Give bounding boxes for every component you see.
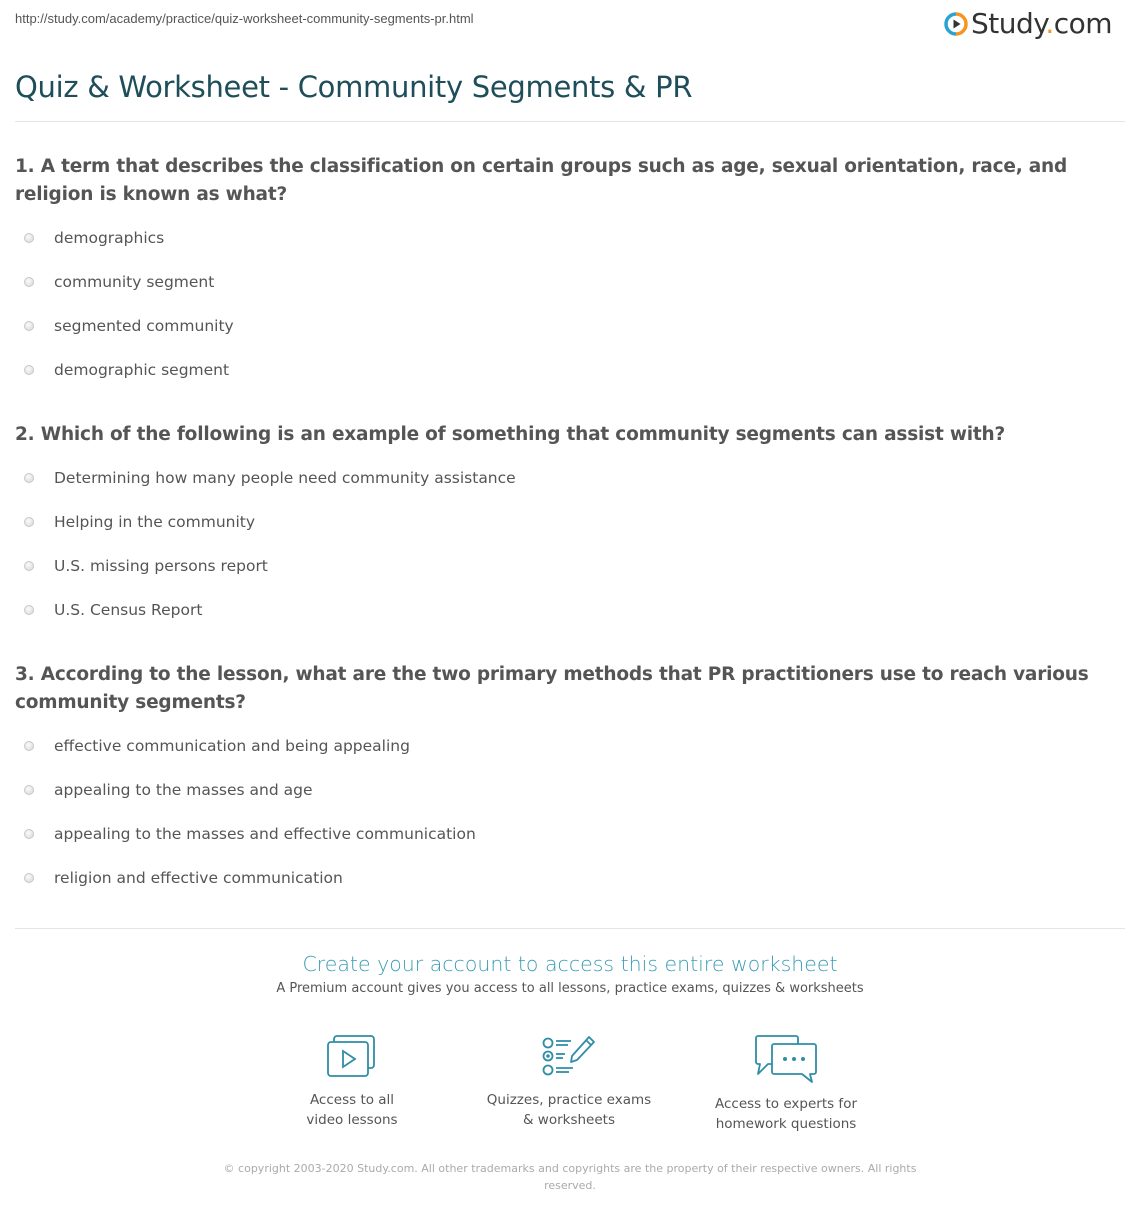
- quiz-checklist-icon: [541, 1034, 597, 1080]
- radio-button[interactable]: [24, 277, 34, 287]
- cta-subtitle: A Premium account gives you access to all lessons, practice exams, quizzes & worksheets: [276, 981, 864, 996]
- page-url: http://study.com/academy/practice/quiz-worksheet-community-segments-pr.html: [15, 11, 474, 26]
- feature-experts: [676, 1034, 896, 1134]
- option-label: segmented community: [54, 317, 234, 335]
- divider: [15, 928, 1125, 929]
- study-logo[interactable]: [944, 8, 1112, 40]
- logo-text: Study.com: [971, 7, 1113, 40]
- answer-option[interactable]: [15, 768, 1120, 812]
- copyright-line: © copyright 2003-2020 Study.com. All other trademarks and copyrights are the property of their respective owners. All rights: [223, 1162, 917, 1175]
- copyright-footer: [210, 1160, 930, 1194]
- page-title: Quiz & Worksheet - Community Segments & PR: [15, 70, 693, 104]
- question-1: [15, 153, 1120, 392]
- divider: [15, 121, 1125, 122]
- radio-button[interactable]: [24, 741, 34, 751]
- answer-option[interactable]: [15, 500, 1120, 544]
- cta-title[interactable]: Create your account to access this entire worksheet: [302, 952, 838, 976]
- answer-option[interactable]: [15, 812, 1120, 856]
- answer-option[interactable]: [15, 304, 1120, 348]
- radio-button[interactable]: [24, 785, 34, 795]
- feature-label: Access to all video lessons: [306, 1092, 398, 1128]
- radio-button[interactable]: [24, 365, 34, 375]
- option-label: appealing to the masses and effective communication: [54, 825, 476, 843]
- feature-label: Quizzes, practice exams & worksheets: [486, 1092, 652, 1128]
- video-lessons-icon: [326, 1034, 378, 1080]
- option-label: U.S. Census Report: [54, 601, 203, 619]
- radio-button[interactable]: [24, 605, 34, 615]
- answer-option[interactable]: [15, 216, 1120, 260]
- option-label: religion and effective communication: [54, 869, 343, 887]
- answer-option[interactable]: [15, 856, 1120, 900]
- signup-cta: [0, 952, 1140, 996]
- question-text: 3. According to the lesson, what are the two primary methods that PR practitioners use to reach various community segments?: [15, 664, 1089, 713]
- option-label: Helping in the community: [54, 513, 256, 531]
- answer-option[interactable]: [15, 724, 1120, 768]
- copyright-line: reserved.: [544, 1179, 596, 1192]
- feature-quizzes: [459, 1034, 679, 1130]
- answer-option[interactable]: [15, 588, 1120, 632]
- answer-option[interactable]: [15, 456, 1120, 500]
- question-text: 1. A term that describes the classification on certain groups such as age, sexual orientation, race, and religion is known as what?: [15, 156, 1068, 205]
- radio-button[interactable]: [24, 321, 34, 331]
- chat-bubbles-icon: [754, 1034, 818, 1084]
- feature-label: Access to experts for homework questions: [714, 1096, 857, 1132]
- radio-button[interactable]: [24, 561, 34, 571]
- answer-option[interactable]: [15, 544, 1120, 588]
- option-label: demographic segment: [54, 361, 230, 379]
- option-label: U.S. missing persons report: [54, 557, 268, 575]
- question-2: [15, 421, 1120, 632]
- radio-button[interactable]: [24, 829, 34, 839]
- option-label: community segment: [54, 273, 215, 291]
- radio-button[interactable]: [24, 233, 34, 243]
- option-label: demographics: [54, 229, 165, 247]
- option-label: effective communication and being appealing: [54, 737, 410, 755]
- answer-option[interactable]: [15, 260, 1120, 304]
- question-text: 2. Which of the following is an example of something that community segments can assist with?: [15, 424, 1006, 445]
- radio-button[interactable]: [24, 473, 34, 483]
- radio-button[interactable]: [24, 517, 34, 527]
- option-label: Determining how many people need community assistance: [54, 469, 516, 487]
- answer-option[interactable]: [15, 348, 1120, 392]
- option-label: appealing to the masses and age: [54, 781, 313, 799]
- question-3: [15, 661, 1120, 900]
- play-logo-icon: [944, 12, 968, 36]
- radio-button[interactable]: [24, 873, 34, 883]
- feature-video-lessons: [242, 1034, 462, 1130]
